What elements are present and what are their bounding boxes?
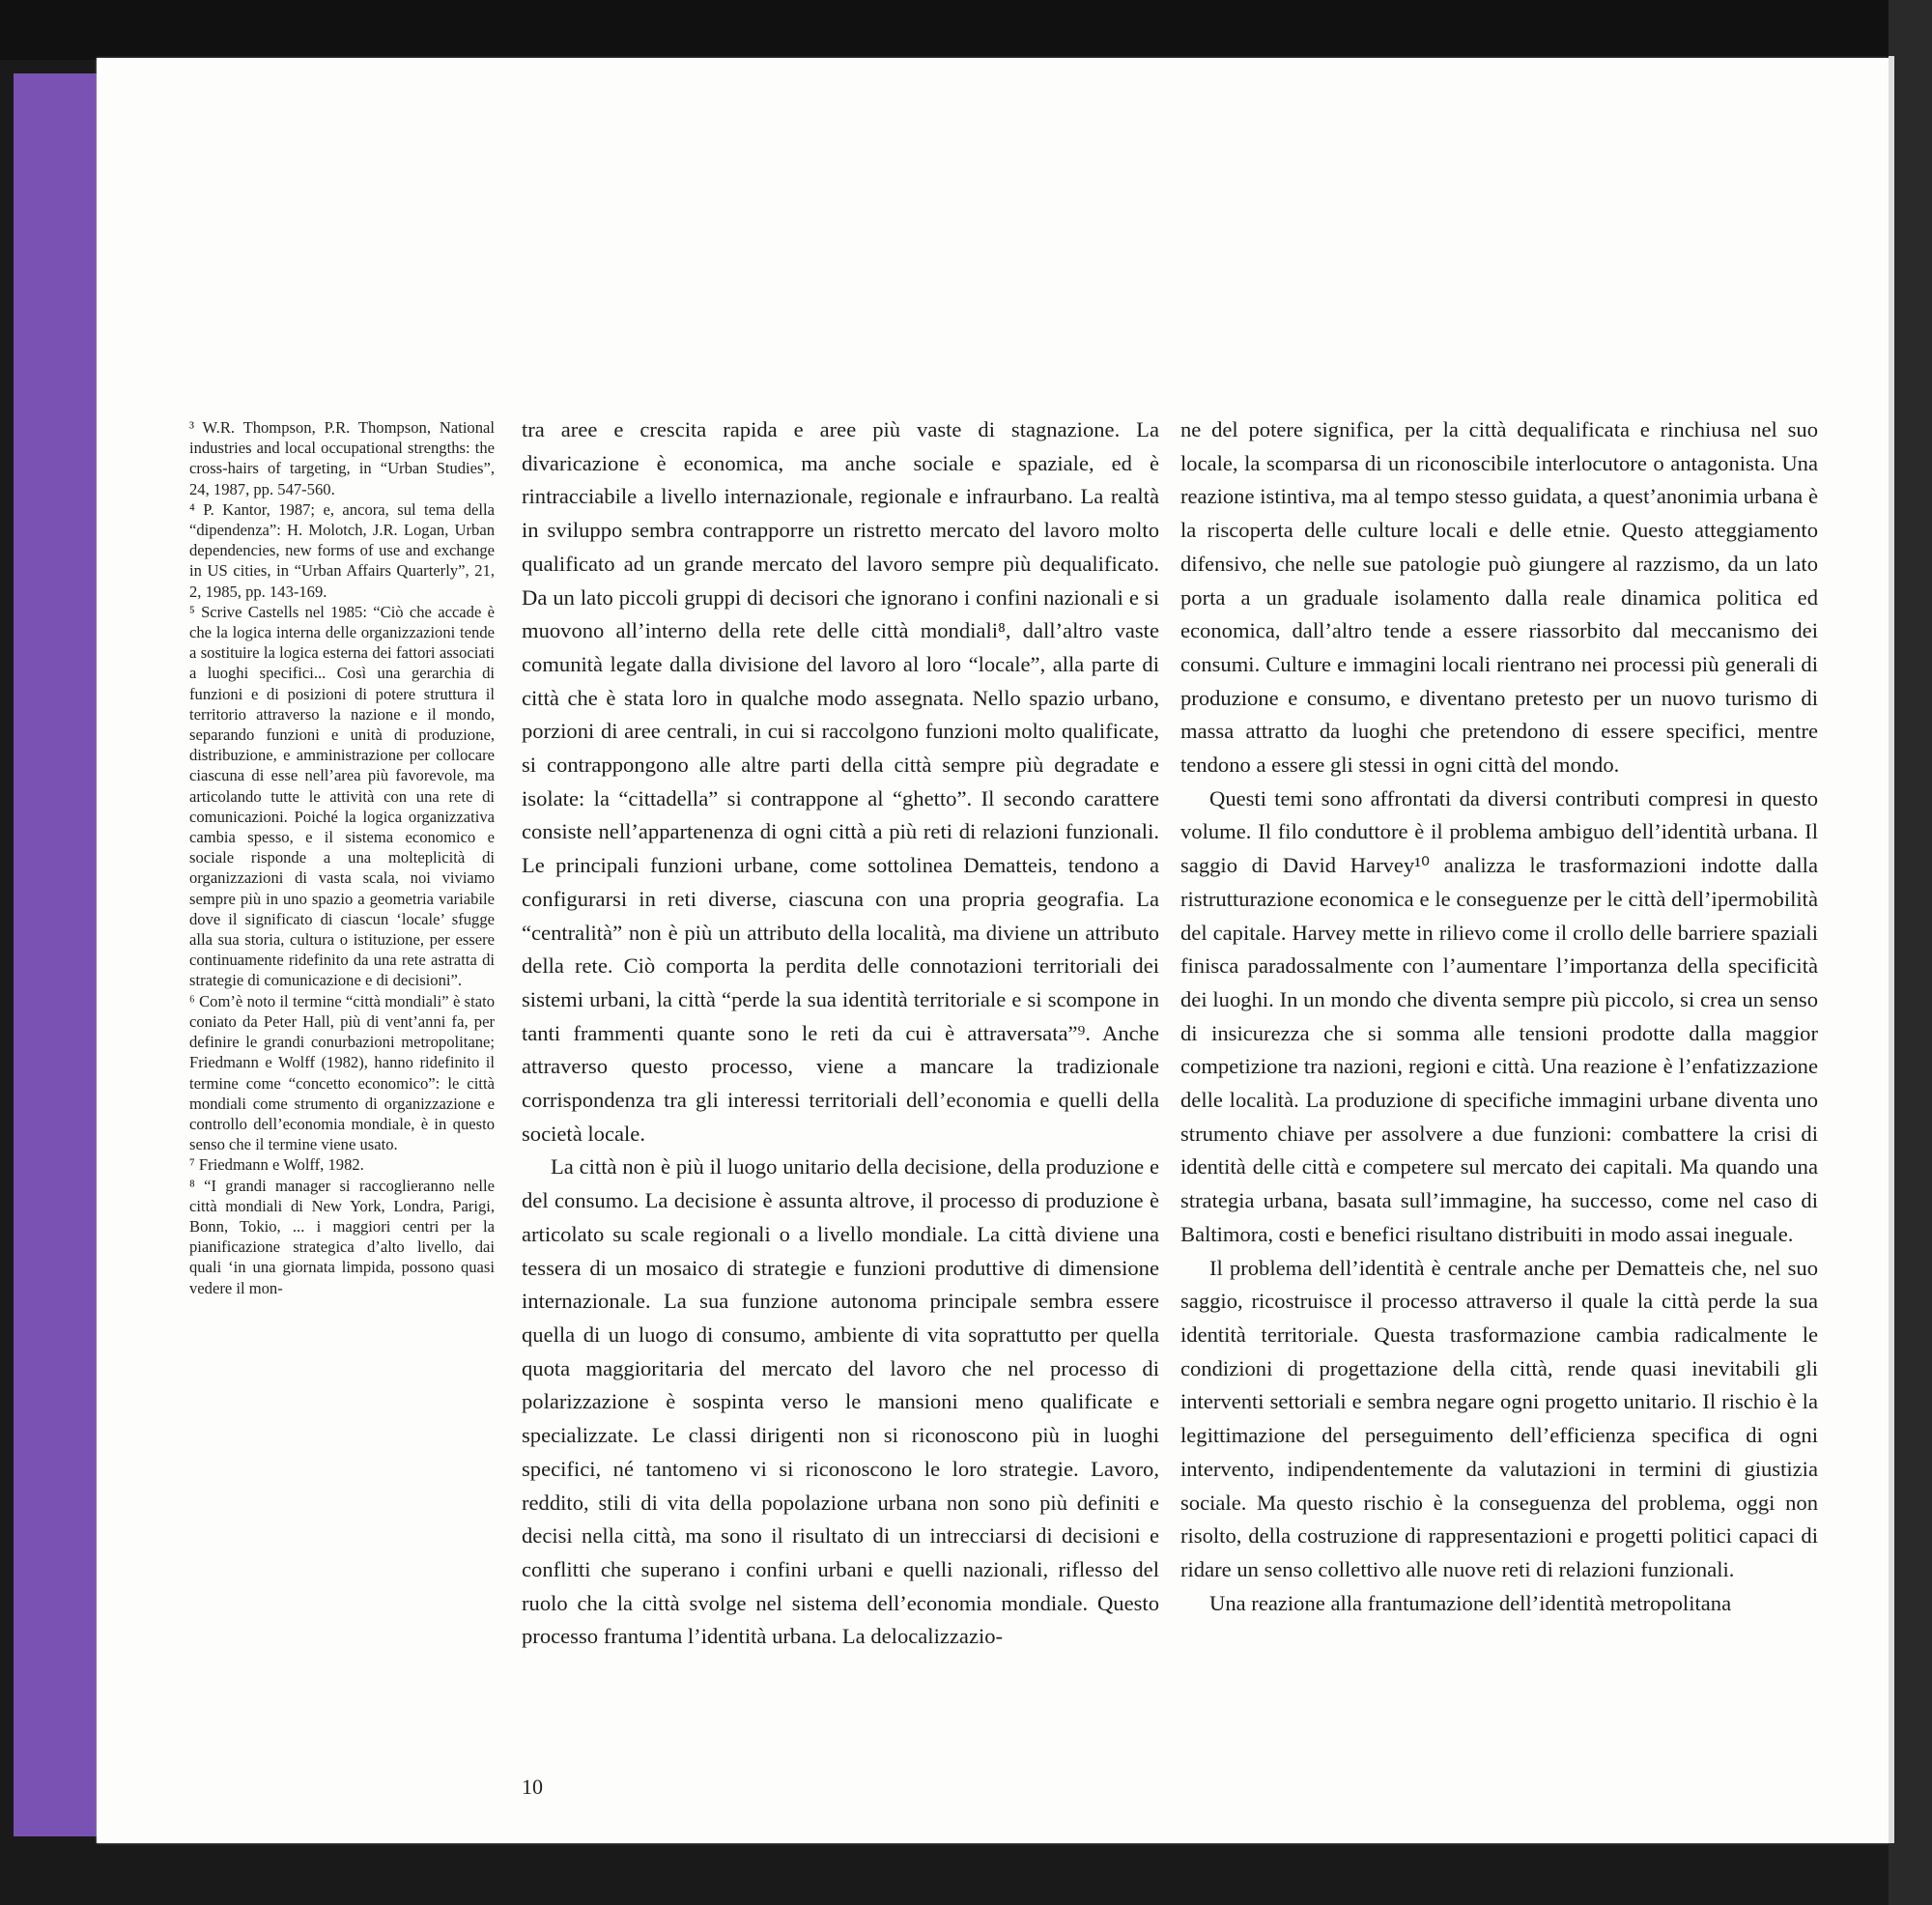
book-cover-edge xyxy=(14,73,100,1836)
paragraph: tra aree e crescita rapida e aree più vaste di stagnazione. La divaricazione è economica, ma anche sociale e spaziale, ed è rintracciabile a livello internazionale, regionale e infraurbano. La realtà in sviluppo sembra contrapporre un ristretto mercato del lavoro molto qualificato ad un grande mercato del lavoro sempre più dequalificato. Da un lato piccoli gruppi di decisori che ignorano i confini nazionali e si muovono all’interno della rete delle città mondiali⁸, dall’altro vaste comunità legate dalla divisione del lavoro al loro “locale”, alla parte di città che è stata loro in qualche modo assegnata. Nello spazio urbano, porzioni di aree centrali, in cui si raccolgono funzioni molto qualificate, si contrappongono alle altre parti della città sempre più degradate e isolate: la “cittadella” si contrappone al “ghetto”. Il secondo carattere consiste nell’appartenenza di ogni città a più reti di relazioni funzionali. Le principali funzioni urbane, come sottolinea Dematteis, tendono a configurarsi in reti diverse, ciascuna con una propria geografia. La “centralità” non è più un attributo della località, ma diviene un attributo della rete. Ciò comporta la perdita delle connotazioni territoriali dei sistemi urbani, la città “perde la sua identità territoriale e si scompone in tanti frammenti quante sono le reti da cui è attraversata”⁹. Anche attraverso questo processo, viene a mancare la tradizionale corrispondenza tra gli interessi territoriali dell’economia e quelli della società locale. xyxy=(522,417,1159,1146)
paragraph: Questi temi sono affrontati da diversi contributi compresi in questo volume. Il filo conduttore è il problema ambiguo dell’identità urbana. Il saggio di David Harvey¹⁰ analizza le trasformazioni indotte dalla ristrutturazione economica e le conseguenze per le città dell’ipermobilità del capitale. Harvey mette in rilievo come il crollo delle barriere spaziali finisca paradossalmente con l’aumentare l’importanza della specificità dei luoghi. In un mondo che diventa sempre più piccolo, si crea un senso di insicurezza che si somma alle tensioni prodotte dalla maggior competizione tra nazioni, regioni e città. Una reazione è l’enfatizzazione delle località. La produzione di specifiche immagini urbane diventa uno strumento chiave per assolvere a due funzioni: combattere la crisi di identità delle città e competere sul mercato dei capitali. Ma quando una strategia urbana, basata sull’immagine, ha successo, come nel caso di Baltimora, costi e benefici risultano distribuiti in modo assai ineguale. xyxy=(1180,785,1818,1246)
scanner-background-right xyxy=(1889,0,1932,1905)
footnote-7: ⁷ Friedmann e Wolff, 1982. xyxy=(189,1155,364,1175)
paragraph: La città non è più il luogo unitario della decisione, della produzione e del consumo. La decisione è assunta altrove, il processo di produzione è articolato su scale regionali o a livello mondiale. La città diviene una tessera di un mosaico di strategie e funzioni produttive di dimensione internazionale. La sua funzione autonoma principale sembra essere quella di un luogo di consumo, ambiente di vita soprattutto per quella quota maggioritaria del mercato del lavoro che nel processo di polarizzazione è sospinta verso le mansioni meno qualificate e specializzate. Le classi dirigenti non si riconoscono più in luoghi specifici, né tantomeno vi si riconoscono le loro strategie. Lavoro, reddito, stili di vita della popolazione urbana non sono più definiti e decisi nella città, ma sono il risultato di un intrecciarsi di decisioni e conflitti che superano i confini urbani e quelli nazionali, riflesso del ruolo che la città svolge nel sistema dell’economia mondiale. Questo processo frantuma l’identità urbana. La delocalizzazio- xyxy=(522,1154,1159,1649)
paragraph: ne del potere significa, per la città dequalificata e rinchiusa nel suo locale, la scomparsa di un riconoscibile interlocutore o antagonista. Una reazione istintiva, ma al tempo stesso guidata, a quest’anonimia urbana è la riscoperta delle culture locali e delle etnie. Questo atteggiamento difensivo, che nelle sue patologie può giungere al razzismo, da un lato porta a un graduale isolamento dalla reale dinamica politica ed economica, dall’altro tende a essere riassorbito dal meccanismo dei consumi. Culture e immagini locali rientrano nei processi più generali di produzione e consumo, e diventano pretesto per un nuovo turismo di massa attratto da luoghi che pretendono di essere specifici, mentre tendono a essere gli stessi in ogni città del mondo. xyxy=(1180,417,1818,778)
scanner-background-top xyxy=(0,0,1932,60)
text-column-1 xyxy=(522,413,1159,1747)
paragraph: Una reazione alla frantumazione dell’identità metropolitana xyxy=(1209,1590,1732,1615)
footnotes xyxy=(189,417,495,1298)
paragraph: Il problema dell’identità è centrale anche per Dematteis che, nel suo saggio, ricostruisce il processo attraverso il quale la città perde la sua identità territoriale. Questa trasformazione cambia radicalmente le condizioni di progettazione della città, rende quasi inevitabili gli interventi settoriali e sembra negare ogni progetto unitario. Il rischio è la legittimazione del perseguimento dell’efficienza specifica di ogni intervento, indipendentemente da valutazioni in termini di giustizia sociale. Ma questo rischio è la conseguenza del problema, oggi non risolto, della costruzione di rappresentazioni e progetti politici capaci di ridare un senso collettivo alle nuove reti di relazioni funzionali. xyxy=(1180,1255,1818,1581)
next-page-edge xyxy=(1889,56,1894,1843)
footnote-8: ⁸ “I grandi manager si raccoglieranno nelle città mondiali di New York, Londra, Parigi, Bonn, Tokio, ... i maggiori centri per la pianificazione strategica d’alto livello, dai quali ‘in una giornata limpida, possono quasi vedere il mon- xyxy=(189,1176,495,1297)
footnote-6: ⁶ Com’è noto il termine “città mondiali” è stato coniato da Peter Hall, più di vent’anni fa, per definire le grandi conurbazioni metropolitane; Friedmann e Wolff (1982), hanno ridefinito il termine come “concetto economico”: le città mondiali come strumento di organizzazione e controllo dell’economia mondiale, è in questo senso che il termine viene usato. xyxy=(189,991,495,1154)
column-1-wrapper xyxy=(522,413,1159,1801)
footnote-5: ⁵ Scrive Castells nel 1985: “Ciò che accade è che la logica interna delle organizzazioni tende a sostituire la logica esterna dei fattori associati a luoghi specifici... Così una gerarchia di funzioni e di posizioni di potere struttura il territorio attraverso la nazione e il mondo, separando funzioni e unità di produzione, distribuzione, e amministrazione per collocare ciascuna di esse nell’area più favorevole, ma articolando tutte le attività con una rete di comunicazioni. Poiché la logica organizzativa cambia spesso, e il sistema economico e sociale risponde a una molteplicità di organizzazioni di vasta scala, noi viviamo sempre più in uno spazio a geometria variabile dove il significato di ciascun ‘locale’ sfugge alla sua storia, cultura o istituzione, per essere continuamente ridefinito da una rete astratta di strategie di comunicazione e di decisioni”. xyxy=(189,602,495,990)
page-number: 10 xyxy=(522,1775,543,1799)
text-column-2 xyxy=(1180,413,1818,1620)
footnote-3: ³ W.R. Thompson, P.R. Thompson, National industries and local occupational strengths: the cross-hairs of targeting, in “Urban Studies”, 24, 1987, pp. 547-560. xyxy=(189,418,495,498)
footnote-4: ⁴ P. Kantor, 1987; e, ancora, sul tema della “dipendenza”: H. Molotch, J.R. Logan, Urban dependencies, new forms of use and exchange in US cities, in “Urban Affairs Quarterly”, 21, 2, 1985, pp. 143-169. xyxy=(189,499,495,601)
